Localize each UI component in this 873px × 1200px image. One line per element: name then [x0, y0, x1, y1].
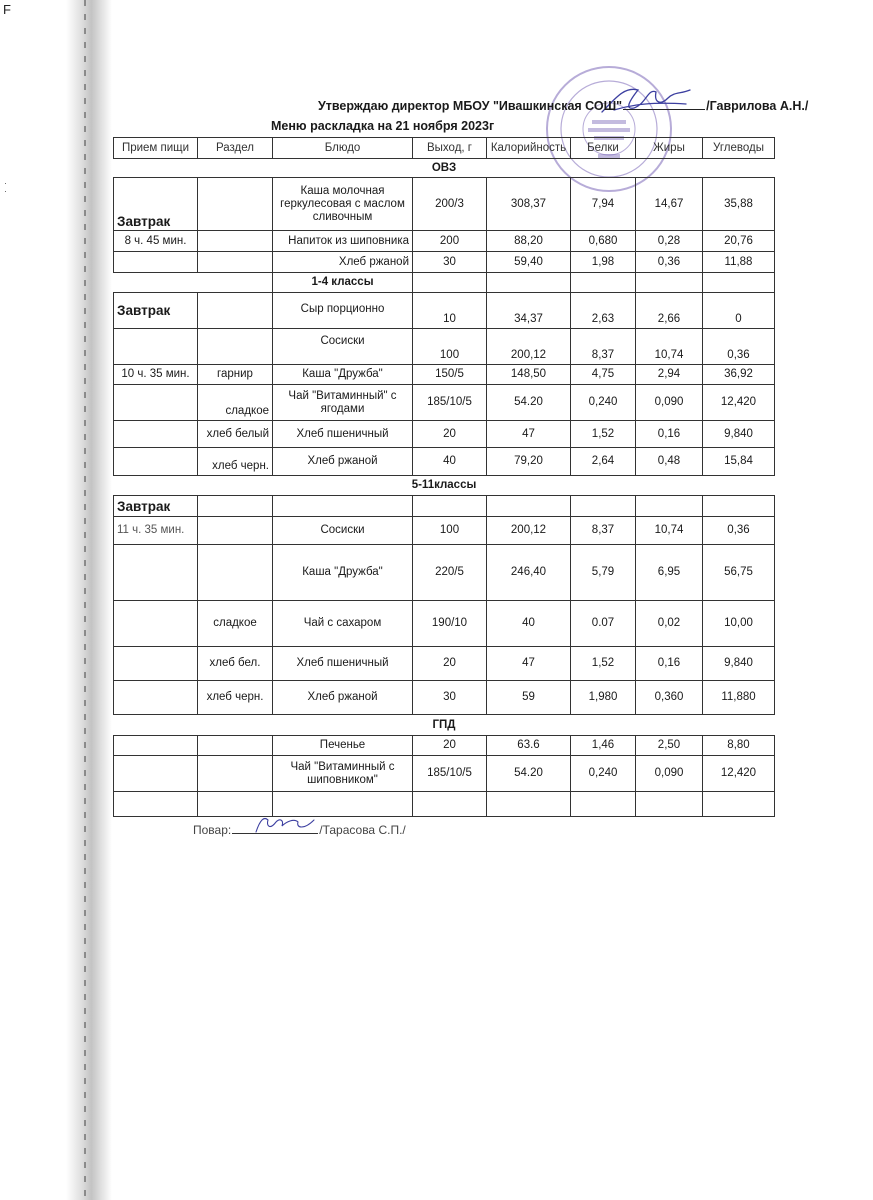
section-title: ОВЗ: [431, 161, 457, 174]
meal-cell: Завтрак: [114, 178, 198, 231]
menu-title: Меню раскладка на 21 ноября 2023г: [271, 119, 495, 133]
section-cell: хлеб белый: [198, 421, 273, 448]
scan-speck: ·: [4, 186, 7, 196]
col-header-meal: Прием пищи: [114, 138, 198, 159]
carbs-cell: 12,420: [703, 756, 775, 792]
director-name: /Гаврилова А.Н./: [706, 99, 809, 113]
table-row: [114, 647, 775, 681]
table-row: [114, 756, 775, 792]
output-cell: 10: [413, 293, 487, 329]
dish-cell: Хлеб ржаной: [273, 681, 413, 715]
output-cell: 20: [413, 736, 487, 756]
protein-cell: 8,37: [571, 329, 636, 365]
protein-cell: 5,79: [571, 545, 636, 601]
calories-cell: 308,37: [487, 178, 571, 231]
col-header-fat: Жиры: [636, 138, 703, 159]
carbs-cell: 35,88: [703, 178, 775, 231]
output-cell: 150/5: [413, 365, 487, 385]
cook-name: /Тарасова С.П./: [319, 823, 406, 837]
output-cell: 20: [413, 647, 487, 681]
output-cell: [413, 496, 487, 517]
output-cell: 100: [413, 517, 487, 545]
blank-cell: [114, 273, 198, 293]
table-row: [114, 421, 775, 448]
empty-cell: [636, 792, 703, 817]
dish-cell: Хлеб ржаной: [273, 252, 413, 273]
meal-cell: 11 ч. 35 мин.: [114, 517, 198, 545]
empty-cell: [571, 792, 636, 817]
carbs-cell: 9,840: [703, 421, 775, 448]
protein-cell: 1,98: [571, 252, 636, 273]
section-cell: [198, 517, 273, 545]
empty-cell: [413, 792, 487, 817]
dish-cell: Сосиски: [273, 329, 413, 365]
fat-cell: 0,360: [636, 681, 703, 715]
carbs-cell: 15,84: [703, 448, 775, 476]
fat-cell: 10,74: [636, 329, 703, 365]
table-row: [114, 496, 775, 517]
table-row: [114, 448, 775, 476]
col-header-protein: Белки: [571, 138, 636, 159]
meal-cell: Завтрак: [114, 496, 198, 517]
protein-cell: [571, 496, 636, 517]
empty-cell: [487, 792, 571, 817]
fat-cell: 0,28: [636, 231, 703, 252]
carbs-cell: 36,92: [703, 365, 775, 385]
dish-cell: Каша молочная геркулесовая с маслом сливочным: [273, 178, 413, 231]
protein-cell: 1,52: [571, 647, 636, 681]
meal-cell: [114, 736, 198, 756]
protein-cell: 0,680: [571, 231, 636, 252]
protein-cell: 1,980: [571, 681, 636, 715]
table-row: [114, 517, 775, 545]
fat-cell: [636, 496, 703, 517]
approval-line: [318, 99, 808, 113]
col-header-calories: Калорийность: [487, 138, 571, 159]
carbs-cell: 10,00: [703, 601, 775, 647]
dish-cell: [273, 496, 413, 517]
col-header-carbs: Углеводы: [703, 138, 775, 159]
output-cell: 220/5: [413, 545, 487, 601]
carbs-cell: 56,75: [703, 545, 775, 601]
section-cell: [198, 329, 273, 365]
meal-cell: 8 ч. 45 мин.: [114, 231, 198, 252]
calories-cell: 246,40: [487, 545, 571, 601]
blank-cell: [198, 273, 273, 293]
blank-cell: [636, 273, 703, 293]
col-header-output: Выход, г: [413, 138, 487, 159]
meal-cell: [114, 601, 198, 647]
approval-text: Утверждаю директор МБОУ "Ивашкинская СОШ": [318, 99, 623, 113]
section-title: 1-4 классы: [273, 273, 413, 293]
table-header-row: [114, 138, 775, 159]
section-cell: сладкое: [198, 385, 273, 421]
output-cell: 30: [413, 252, 487, 273]
carbs-cell: [703, 496, 775, 517]
dish-cell: Чай с сахаром: [273, 601, 413, 647]
fat-cell: 0,16: [636, 421, 703, 448]
col-header-section: Раздел: [198, 138, 273, 159]
calories-cell: 200,12: [487, 329, 571, 365]
output-cell: 100: [413, 329, 487, 365]
section-cell: гарнир: [198, 365, 273, 385]
fat-cell: 0,090: [636, 385, 703, 421]
protein-cell: 1,46: [571, 736, 636, 756]
output-cell: 200/3: [413, 178, 487, 231]
table-row: [114, 736, 775, 756]
dish-cell: Хлеб пшеничный: [273, 421, 413, 448]
table-row: [114, 545, 775, 601]
protein-cell: 0,240: [571, 756, 636, 792]
protein-cell: 1,52: [571, 421, 636, 448]
empty-cell: [114, 792, 198, 817]
section-cell: [198, 293, 273, 329]
calories-cell: 59,40: [487, 252, 571, 273]
section-row-ovz: [114, 159, 775, 178]
section-row-grade-1-4: [114, 273, 775, 293]
section-cell: хлеб черн.: [198, 448, 273, 476]
table-row: [114, 385, 775, 421]
fat-cell: 10,74: [636, 517, 703, 545]
dish-cell: Печенье: [273, 736, 413, 756]
cook-label: Повар:: [193, 823, 232, 837]
dish-cell: Каша "Дружба": [273, 365, 413, 385]
cook-line: [193, 823, 406, 837]
scan-edge-shadow: [66, 0, 112, 1200]
fat-cell: 0,02: [636, 601, 703, 647]
dish-cell: Каша "Дружба": [273, 545, 413, 601]
carbs-cell: 8,80: [703, 736, 775, 756]
calories-cell: 63.6: [487, 736, 571, 756]
table-row: [114, 293, 775, 329]
section-cell: хлеб черн.: [198, 681, 273, 715]
blank-cell: [571, 273, 636, 293]
meal-cell: 10 ч. 35 мин.: [114, 365, 198, 385]
calories-cell: 59: [487, 681, 571, 715]
calories-cell: 148,50: [487, 365, 571, 385]
table-row: [114, 252, 775, 273]
output-cell: 190/10: [413, 601, 487, 647]
meal-cell: [114, 545, 198, 601]
fat-cell: 2,50: [636, 736, 703, 756]
fat-cell: 0,36: [636, 252, 703, 273]
calories-cell: 54.20: [487, 756, 571, 792]
calories-cell: 54.20: [487, 385, 571, 421]
fat-cell: 0,090: [636, 756, 703, 792]
section-cell: [198, 231, 273, 252]
section-cell: [198, 756, 273, 792]
table-row: [114, 681, 775, 715]
dish-cell: Чай "Витаминный" с ягодами: [273, 385, 413, 421]
calories-cell: 47: [487, 421, 571, 448]
protein-cell: 8,37: [571, 517, 636, 545]
empty-cell: [703, 792, 775, 817]
dish-cell: Напиток из шиповника: [273, 231, 413, 252]
protein-cell: 7,94: [571, 178, 636, 231]
calories-cell: 79,20: [487, 448, 571, 476]
section-cell: сладкое: [198, 601, 273, 647]
section-cell: [198, 545, 273, 601]
output-cell: 30: [413, 681, 487, 715]
calories-cell: [487, 496, 571, 517]
meal-cell: [114, 385, 198, 421]
output-cell: 20: [413, 421, 487, 448]
dish-cell: Сосиски: [273, 517, 413, 545]
protein-cell: 2,64: [571, 448, 636, 476]
carbs-cell: 11,880: [703, 681, 775, 715]
fat-cell: 14,67: [636, 178, 703, 231]
blank-cell: [703, 273, 775, 293]
carbs-cell: 12,420: [703, 385, 775, 421]
col-header-dish: Блюдо: [273, 138, 413, 159]
section-cell: [198, 252, 273, 273]
section-row-grade-5-11: [114, 476, 775, 496]
section-cell: [198, 178, 273, 231]
dish-cell: Хлеб пшеничный: [273, 647, 413, 681]
blank-cell: [413, 273, 487, 293]
table-row: [114, 329, 775, 365]
calories-cell: 34,37: [487, 293, 571, 329]
fat-cell: 0,16: [636, 647, 703, 681]
fat-cell: 2,94: [636, 365, 703, 385]
section-cell: [198, 496, 273, 517]
meal-cell: [114, 647, 198, 681]
table-row: [114, 601, 775, 647]
fat-cell: 2,66: [636, 293, 703, 329]
table-row: [114, 178, 775, 231]
carbs-cell: 0: [703, 293, 775, 329]
output-cell: 185/10/5: [413, 756, 487, 792]
table-row: [114, 365, 775, 385]
meal-cell: Завтрак: [114, 293, 198, 329]
section-row-gpd: [114, 715, 775, 736]
meal-cell: [114, 329, 198, 365]
meal-cell: [114, 421, 198, 448]
menu-table: [113, 137, 775, 817]
signature-blank: [232, 823, 318, 834]
carbs-cell: 20,76: [703, 231, 775, 252]
output-cell: 40: [413, 448, 487, 476]
scan-speck: ·: [4, 178, 7, 188]
signature-blank: [623, 99, 705, 110]
section-cell: хлеб бел.: [198, 647, 273, 681]
section-cell: [198, 736, 273, 756]
carbs-cell: 9,840: [703, 647, 775, 681]
fat-cell: 0,48: [636, 448, 703, 476]
fat-cell: 6,95: [636, 545, 703, 601]
calories-cell: 88,20: [487, 231, 571, 252]
dish-cell: Сыр порционно: [273, 293, 413, 329]
dish-cell: Хлеб ржаной: [273, 448, 413, 476]
section-title: ГПД: [432, 718, 456, 731]
section-title: 5-11классы: [411, 479, 477, 491]
meal-cell: [114, 252, 198, 273]
calories-cell: 47: [487, 647, 571, 681]
carbs-cell: 0,36: [703, 517, 775, 545]
calories-cell: 40: [487, 601, 571, 647]
output-cell: 185/10/5: [413, 385, 487, 421]
blank-cell: [487, 273, 571, 293]
meal-cell: [114, 681, 198, 715]
table-row: [114, 231, 775, 252]
protein-cell: 2,63: [571, 293, 636, 329]
scan-corner-mark: F: [3, 2, 11, 17]
protein-cell: 0.07: [571, 601, 636, 647]
calories-cell: 200,12: [487, 517, 571, 545]
table-row-empty: [114, 792, 775, 817]
output-cell: 200: [413, 231, 487, 252]
protein-cell: 4,75: [571, 365, 636, 385]
carbs-cell: 11,88: [703, 252, 775, 273]
meal-cell: [114, 448, 198, 476]
dish-cell: Чай "Витаминный с шиповником": [273, 756, 413, 792]
carbs-cell: 0,36: [703, 329, 775, 365]
meal-cell: [114, 756, 198, 792]
protein-cell: 0,240: [571, 385, 636, 421]
